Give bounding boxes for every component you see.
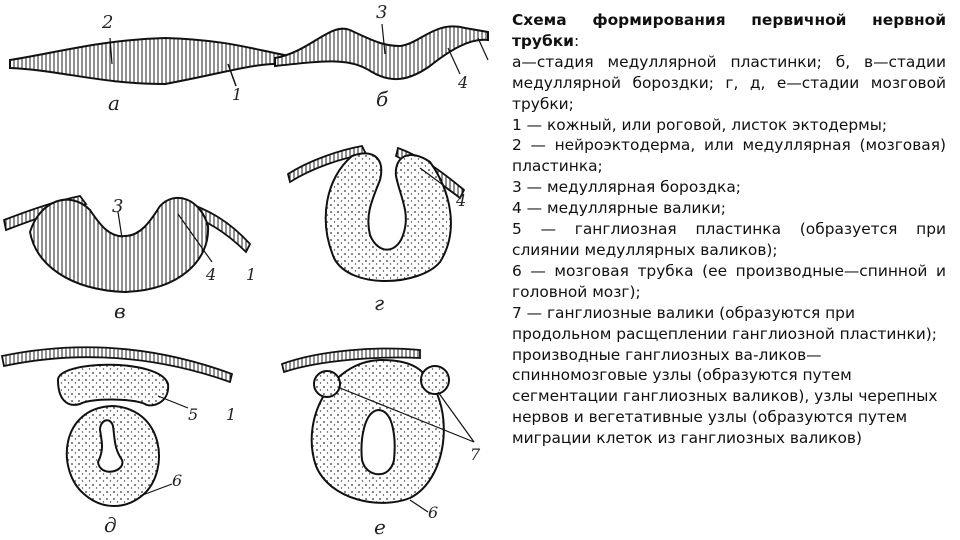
caption-item-6: 6 — мозговая трубка (ее производные—спинной и головной мозг); <box>512 261 946 301</box>
panel-d <box>2 347 236 537</box>
caption-item-3: 3 — медуллярная бороздка; <box>512 178 741 197</box>
label-4: 4 <box>458 73 469 92</box>
panel-g <box>288 146 466 315</box>
label-6: 6 <box>172 471 183 490</box>
caption-title <box>512 10 946 52</box>
caption-item-1: 1 — кожный, или роговой, листок эктодермы; <box>512 115 888 134</box>
label-4: 4 <box>456 191 467 210</box>
panel-letter-b: б <box>376 87 389 111</box>
panel-a <box>10 12 290 115</box>
label-4: 4 <box>206 265 217 284</box>
caption-intro: а—стадия медуллярной пластинки; б, в—стадии медуллярной бороздки; г, д, е—стадии мозговой трубки; <box>512 52 946 113</box>
caption <box>512 10 946 449</box>
label-1: 1 <box>232 85 243 104</box>
panel-b <box>275 2 488 111</box>
panel-e <box>282 349 481 539</box>
label-5: 5 <box>188 405 199 424</box>
panel-letter-e: е <box>374 515 386 539</box>
caption-item-2: 2 — нейроэктодерма, или медуллярная (мозговая) пластинка; <box>512 136 946 176</box>
label-7: 7 <box>470 445 481 464</box>
label-3: 3 <box>112 196 124 217</box>
panel-letter-a: а <box>108 91 120 115</box>
title-text: Схема формирования первичной нервной трубки <box>512 11 946 50</box>
caption-item-5: 5 — ганглиозная пластинка (образуется при слиянии медуллярных валиков); <box>512 220 946 259</box>
caption-item-4: 4 — медуллярные валики; <box>512 199 726 218</box>
panel-letter-g: г <box>374 291 385 315</box>
panel-letter-v: в <box>114 299 126 323</box>
label-1: 1 <box>246 265 257 284</box>
panel-v <box>4 196 256 323</box>
label-2: 2 <box>102 12 114 33</box>
panel-letter-d: д <box>104 513 117 537</box>
label-1: 1 <box>226 405 237 424</box>
label-3: 3 <box>376 2 388 23</box>
caption-item-7: 7 — ганглиозные валики (образуются при продольном расщеплении ганглиозной пластинки); производные ганглиозных ва-ликов—спинномозговые узлы (образуются путем сегментации ганглиозных валиков), узлы черепных нервов и вегетативные узлы (образуются путем миграции клеток из ганглиозных валиков) <box>512 303 938 448</box>
label-6: 6 <box>428 503 439 522</box>
title-colon: : <box>573 31 580 50</box>
